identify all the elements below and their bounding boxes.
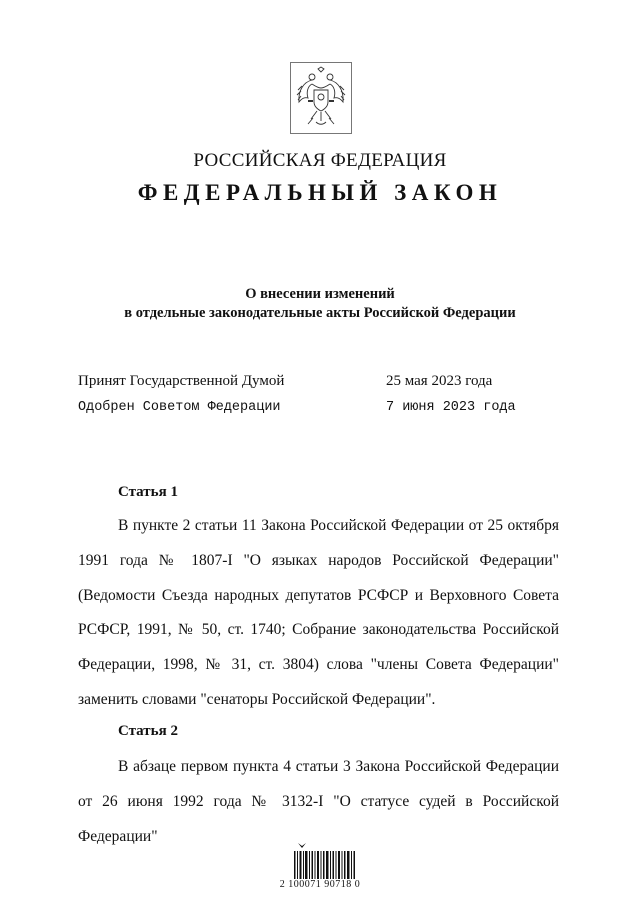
country-name: РОССИЙСКАЯ ФЕДЕРАЦИЯ — [193, 150, 447, 171]
article-1-text: В пункте 2 статьи 11 Закона Российской Федерации от 25 октября 1991 года № 1807-I "О языках народов Российской Федерации" (Ведомости Съезда народных депутатов РСФСР и Верховного Совета РСФСР, 1991, № 50, ст. 1740; Собрание законодательства Российской Федерации, 1998, № 31, ст. 3804) слова "члены Совета Федерации" заменить словами "сенаторы Российской Федерации". — [78, 517, 559, 708]
article-1-heading: Статья 1 — [118, 484, 178, 500]
duma-adoption-label: Принят Государственной Думой — [78, 373, 285, 389]
council-approval-label: Одобрен Советом Федерации — [78, 400, 281, 415]
barcode-number: 2 100071 90718 0 — [279, 879, 361, 890]
law-type-heading: ФЕДЕРАЛЬНЫЙ ЗАКОН — [137, 180, 503, 205]
duma-adoption-date: 25 мая 2023 года — [386, 373, 493, 389]
coat-of-arms-emblem-icon — [290, 62, 352, 134]
law-title-line-1: О внесении изменений — [245, 286, 395, 302]
article-2-text: В абзаце первом пункта 4 статьи 3 Закона Российской Федерации от 26 июня 1992 года № 3132-I "О статусе судей в Российской Федерации" — [78, 758, 559, 845]
barcode-icon — [290, 841, 360, 881]
article-2-heading: Статья 2 — [118, 723, 178, 739]
law-title-line-2: в отдельные законодательные акты Российской Федерации — [124, 305, 516, 321]
council-approval-date: 7 июня 2023 года — [386, 400, 516, 415]
